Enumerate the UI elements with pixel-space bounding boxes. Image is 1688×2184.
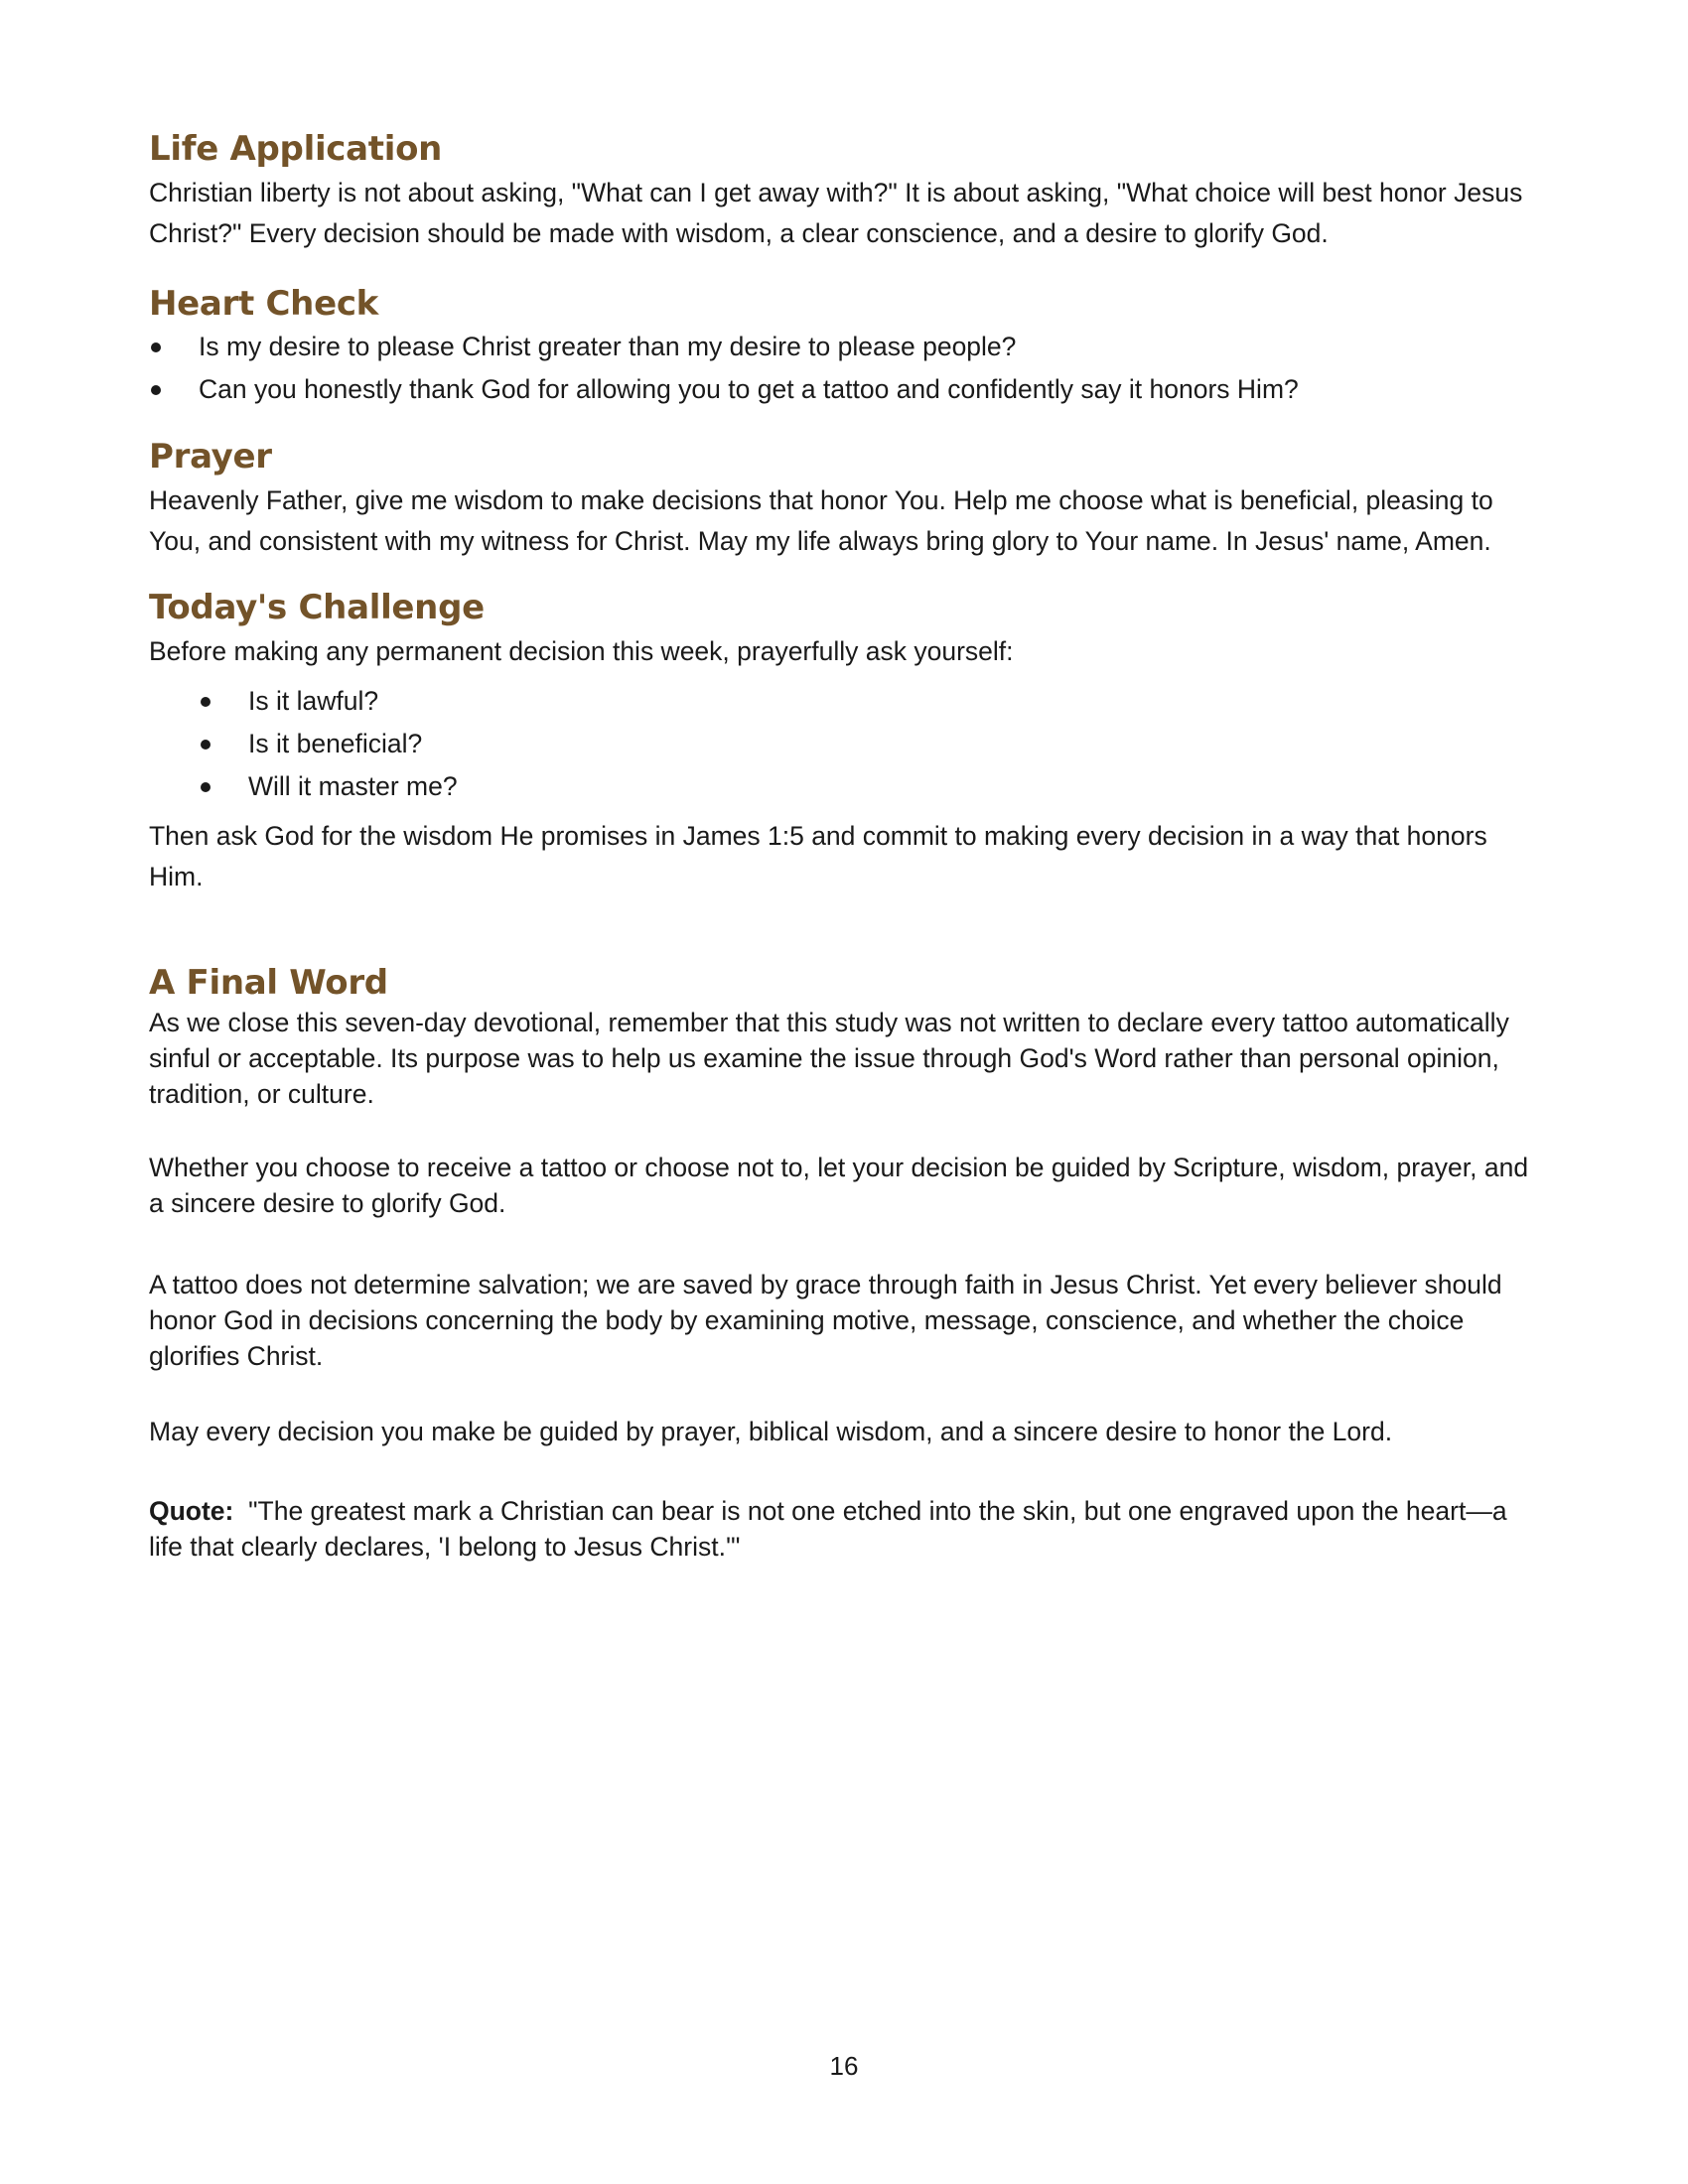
heart-check-list [149,326,1539,411]
quote-label: Quote: [149,1496,234,1526]
life-application-paragraph: Christian liberty is not about asking, "What can I get away with?" It is about asking, "What choice will best honor Jesus Christ?" Every decision should be made with wisdom, a clear conscience, and a desire to glorify God. [149,178,1523,248]
bullet-icon [151,342,161,352]
life-application-heading: Life Application [149,129,443,169]
page-content [149,127,1539,1565]
final-word-heading: A Final Word [149,963,388,1003]
todays-challenge-closing: Then ask God for the wisdom He promises in James 1:5 and commit to making every decision in a way that honors Him. [149,821,1487,891]
quote-text: "The greatest mark a Christian can bear is not one etched into the skin, but one engraved upon the heart—a life that clearly declares, 'I belong to Jesus Christ.'" [149,1496,1507,1562]
life-application-section [149,127,1539,254]
list-item-text: Is it lawful? [248,686,379,716]
heart-check-section [149,282,1539,411]
todays-challenge-section [149,586,1539,897]
list-item [149,680,1539,723]
list-item-text: Can you honestly thank God for allowing you to get a tattoo and confidently say it honors Him? [199,374,1299,404]
bullet-icon [201,697,211,707]
prayer-paragraph: Heavenly Father, give me wisdom to make decisions that honor You. Help me choose what is beneficial, pleasing to You, and consistent with my witness for Christ. May my life always bring glory to Your name. In Jesus' name, Amen. [149,485,1493,556]
bullet-icon [151,385,161,395]
final-word-paragraph: A tattoo does not determine salvation; we are saved by grace through faith in Jesus Christ. Yet every believer should honor God in decisions concerning the body by examining motive, message, conscience, and whether the choice glorifies Christ. [149,1270,1502,1371]
list-item [149,765,1539,808]
list-item-text: Will it master me? [248,771,458,801]
bullet-icon [201,740,211,750]
heart-check-heading: Heart Check [149,284,378,324]
todays-challenge-intro: Before making any permanent decision this week, prayerfully ask yourself: [149,636,1014,666]
list-item-text: Is it beneficial? [248,729,423,758]
list-item [149,723,1539,765]
todays-challenge-heading: Today's Challenge [149,588,485,627]
list-item [149,326,1539,368]
final-word-paragraph: As we close this seven-day devotional, remember that this study was not written to declare every tattoo automatically sinful or acceptable. Its purpose was to help us examine the issue through God's Word rather than personal opinion, tradition, or culture. [149,1008,1509,1109]
final-word-paragraph: Whether you choose to receive a tattoo or choose not to, let your decision be guided by Scripture, wisdom, prayer, and a sincere desire to glorify God. [149,1153,1529,1218]
list-item [149,368,1539,411]
quote-paragraph [149,1493,1539,1565]
list-item-text: Is my desire to please Christ greater than my desire to please people? [199,332,1017,361]
final-word-section [149,961,1539,1565]
page-number: 16 [829,2051,859,2081]
bullet-icon [201,782,211,792]
prayer-section [149,435,1539,562]
final-word-paragraph: May every decision you make be guided by prayer, biblical wisdom, and a sincere desire to honor the Lord. [149,1417,1393,1446]
prayer-heading: Prayer [149,437,272,477]
todays-challenge-list [149,680,1539,808]
